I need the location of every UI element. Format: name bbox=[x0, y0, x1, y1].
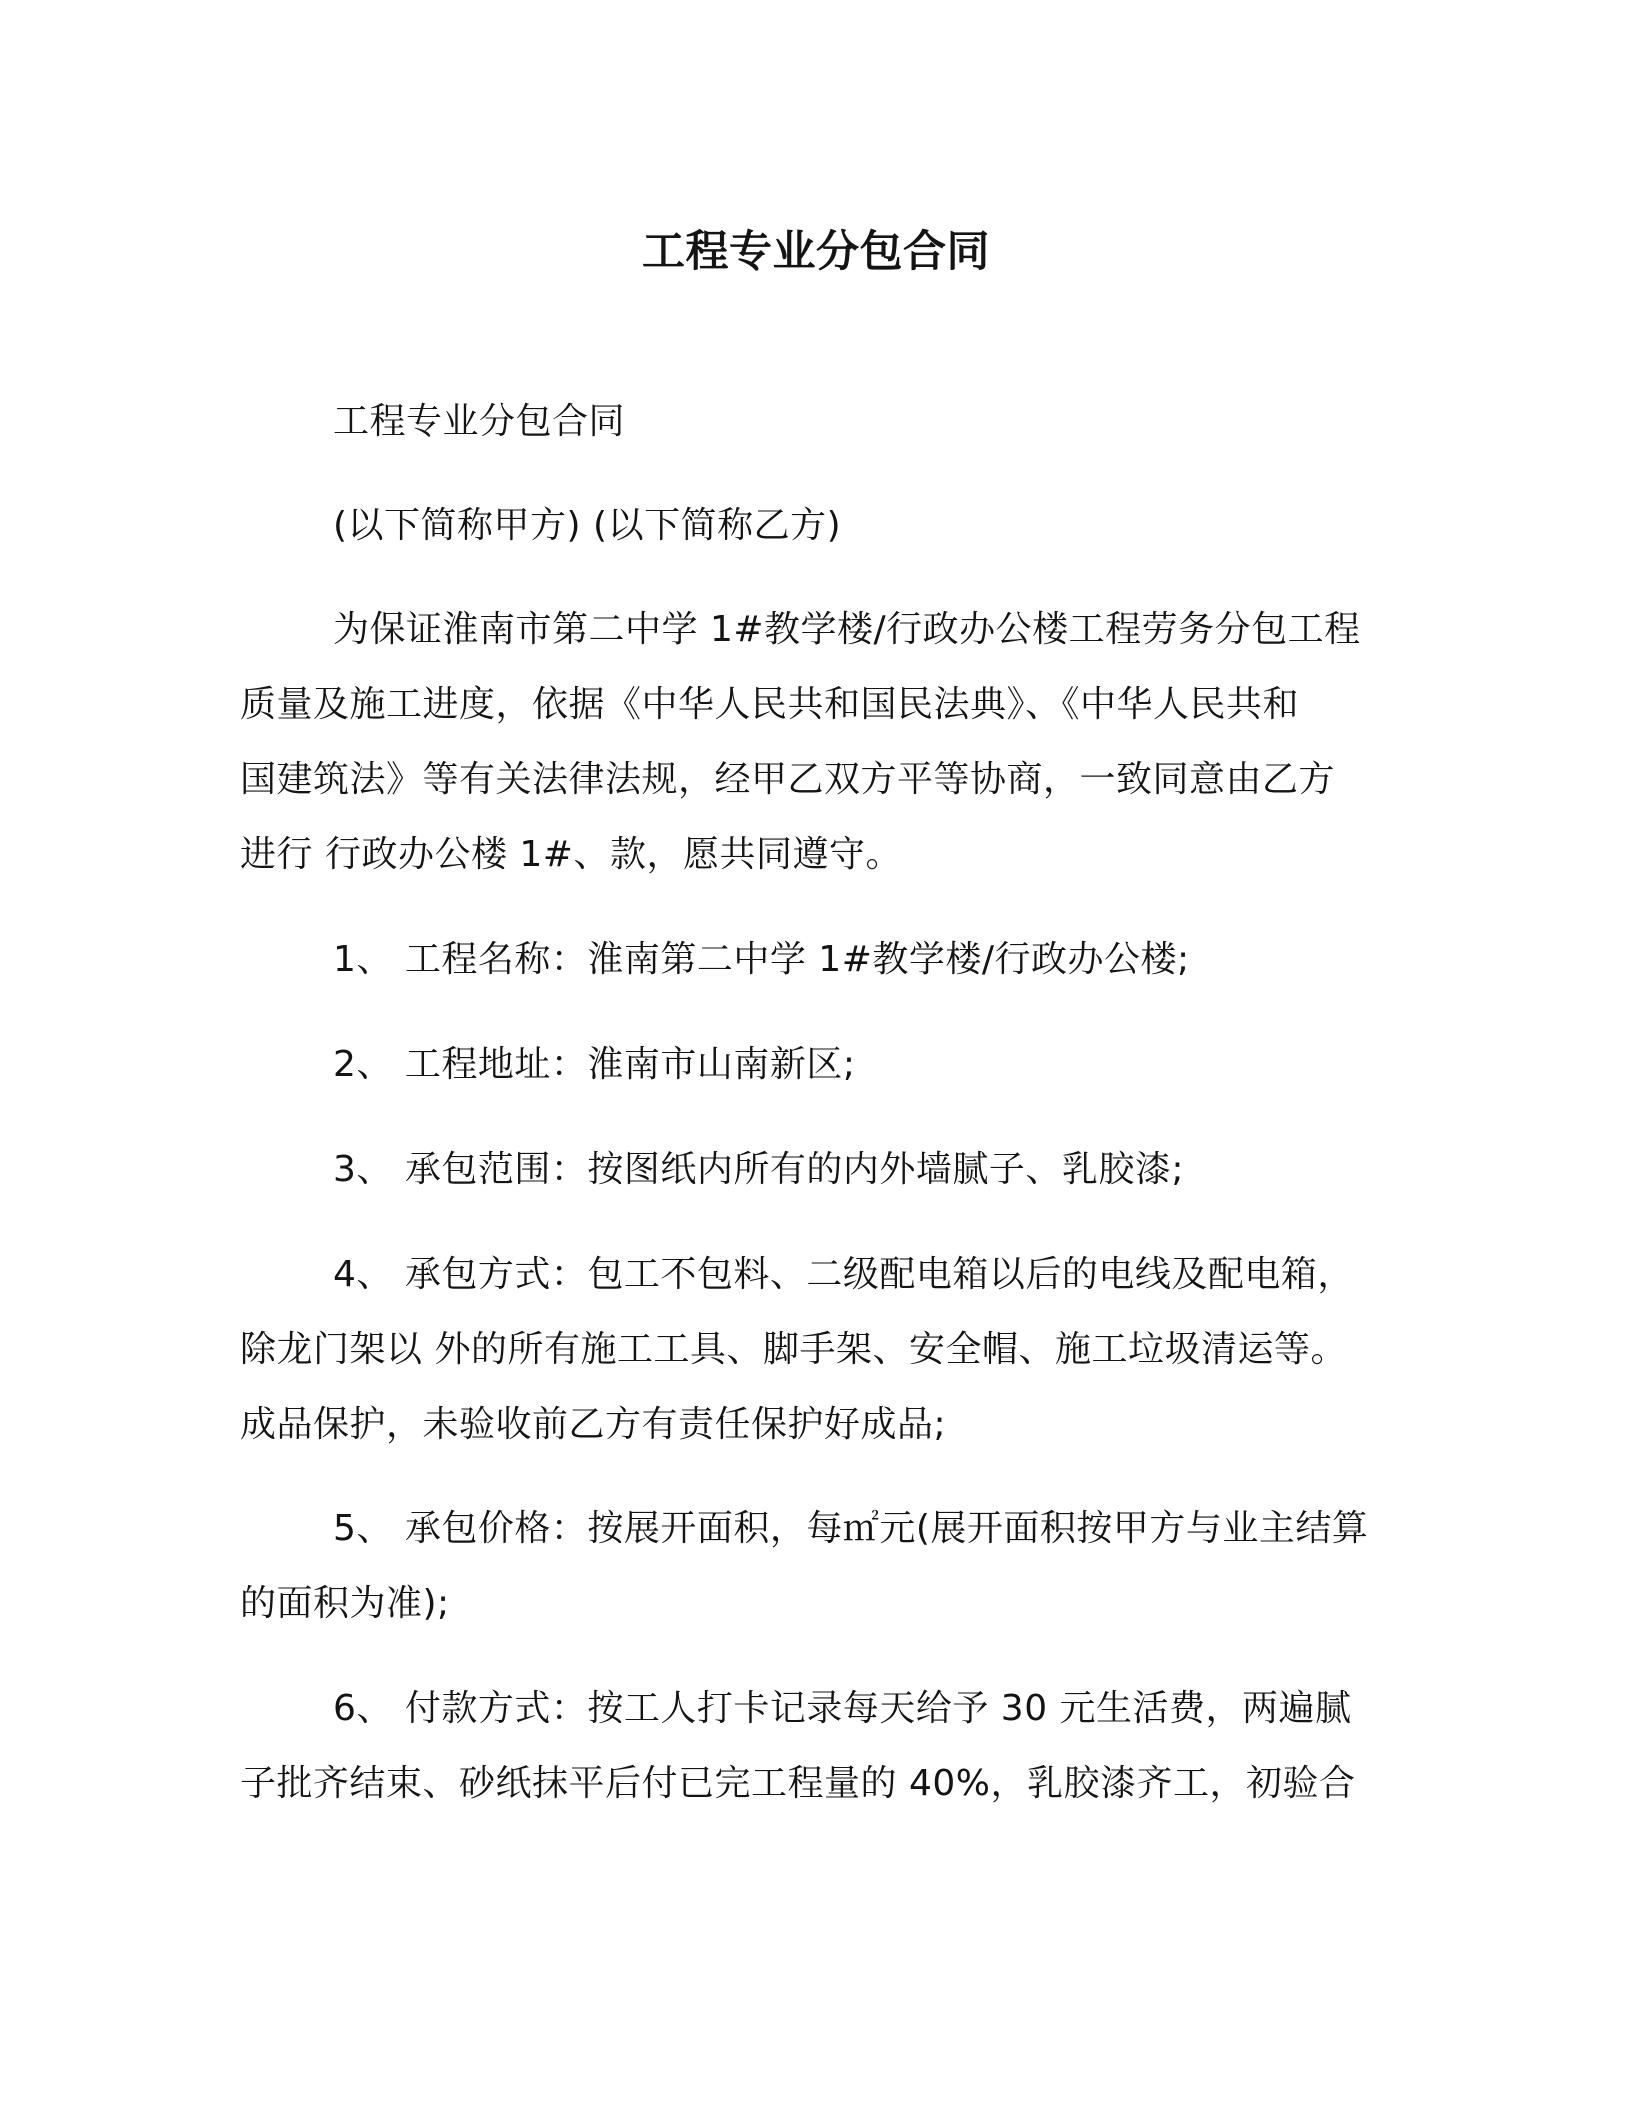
clause-1-line: 1、 工程名称：淮南第二中学 1#教学楼/行政办公楼; bbox=[333, 939, 1190, 980]
clause-2-line: 2、 工程地址：淮南市山南新区; bbox=[333, 1044, 856, 1085]
preamble-line-1: 为保证淮南市第二中学 1#教学楼/行政办公楼工程劳务分包工程 bbox=[333, 609, 1361, 650]
clause-4-line-3: 成品保护，未验收前乙方有责任保护好成品; bbox=[240, 1404, 947, 1445]
clause-4-line-2: 除龙门架以 外的所有施工工具、脚手架、安全帽、施工垃圾清运等。 bbox=[240, 1329, 1347, 1370]
preamble-line-4: 进行 行政办公楼 1#、款，愿共同遵守。 bbox=[240, 834, 902, 875]
subtitle-line: 工程专业分包合同 bbox=[333, 401, 626, 442]
parties-line: (以下简称甲方) (以下简称乙方) bbox=[333, 505, 842, 546]
clause-5-line-2: 的面积为准); bbox=[240, 1583, 450, 1624]
preamble-line-3: 国建筑法》等有关法律法规，经甲乙双方平等协商，一致同意由乙方 bbox=[240, 759, 1336, 800]
clause-6-line-2: 子批齐结束、砂纸抹平后付已完工程量的 40%，乳胶漆齐工，初验合 bbox=[240, 1763, 1356, 1804]
clause-3-line: 3、 承包范围：按图纸内所有的内外墙腻子、乳胶漆; bbox=[333, 1149, 1184, 1190]
clause-6-line-1: 6、 付款方式：按工人打卡记录每天给予 30 元生活费，两遍腻 bbox=[333, 1688, 1352, 1729]
clause-5-line-1: 5、 承包价格：按展开面积，每㎡元(展开面积按甲方与业主结算 bbox=[333, 1508, 1369, 1549]
clause-4-line-1: 4、 承包方式：包工不包料、二级配电箱以后的电线及配电箱， bbox=[333, 1254, 1354, 1295]
document-title: 工程专业分包合同 bbox=[642, 227, 990, 277]
preamble-line-2: 质量及施工进度，依据《中华人民共和国民法典》、《中华人民共和 bbox=[240, 684, 1300, 725]
